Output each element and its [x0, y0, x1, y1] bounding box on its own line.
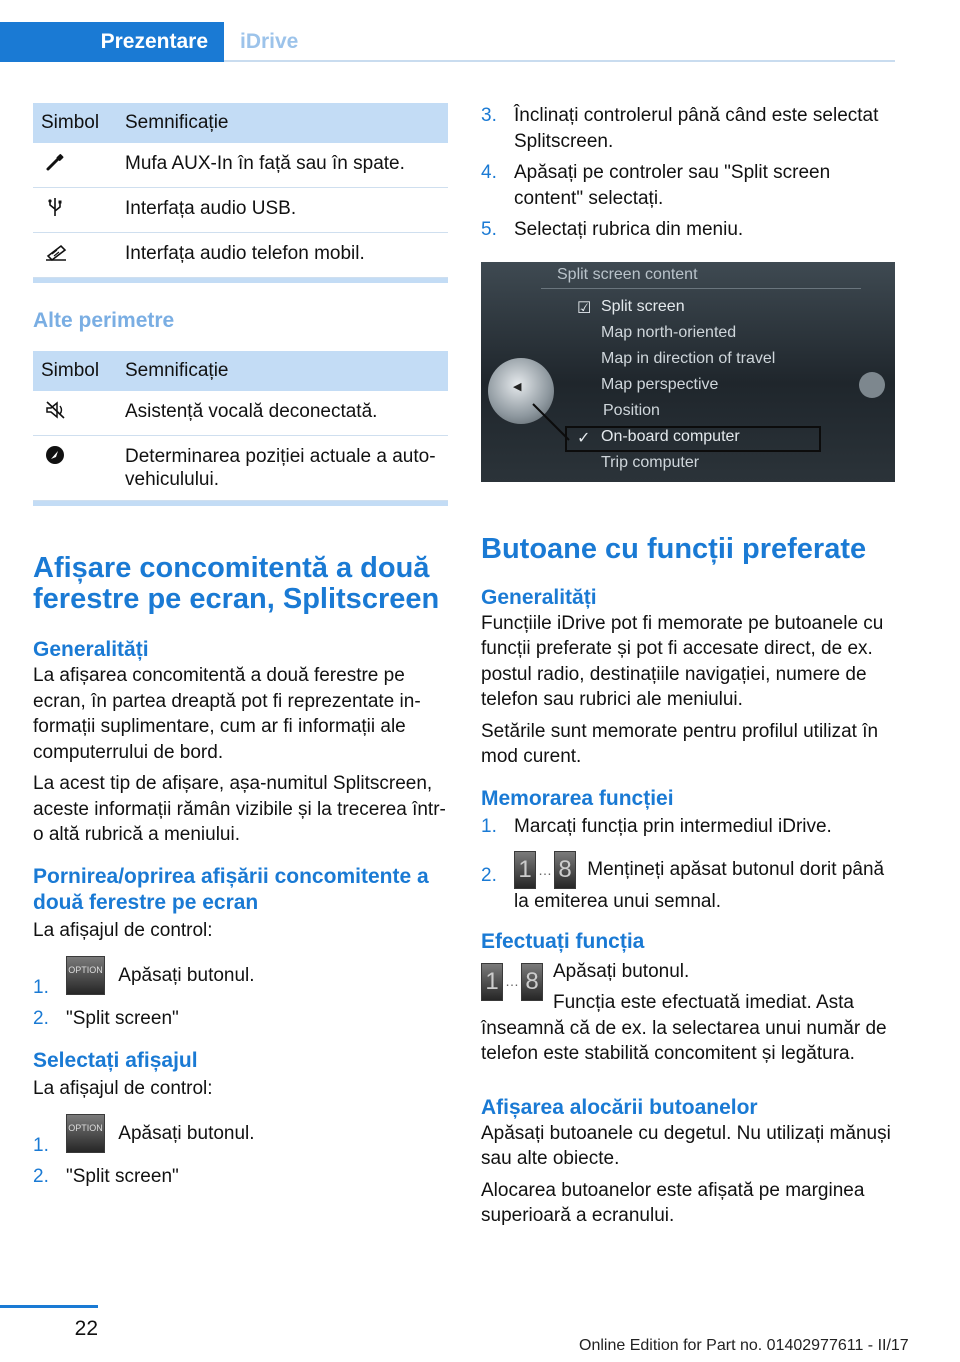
edition-note: Online Edition for Part no. 01402977611 - II/17 [579, 1337, 909, 1354]
tab-prezentare[interactable]: Prezentare [0, 22, 224, 62]
table-row [33, 188, 448, 233]
menu-item-label: Split screen [601, 297, 685, 315]
subheading-allocation: Afișarea alocării butoanelor [481, 1095, 758, 1119]
page-number: 22 [74, 1317, 98, 1340]
symbol-table-audio [33, 103, 448, 278]
table-header-symbol: Simbol [33, 103, 117, 143]
table-cell: Interfața audio telefon mobil. [117, 233, 448, 278]
paragraph: Funcțiile iDrive pot fi memorate pe butoanele cu funcții preferate și pot fi accesate direct, de ex. postul radio, destinațiile navigației, numere de telefon sau rubrici ale meniului. [481, 612, 884, 710]
favorite-key-1-icon: 1 [514, 851, 536, 889]
table-header-meaning: Semnificație [117, 351, 448, 391]
page-header [0, 22, 895, 62]
left-column [33, 103, 448, 1190]
list-item [481, 160, 895, 211]
favorite-key-8-icon: 8 [521, 963, 543, 1001]
symbol-table-other [33, 351, 448, 501]
idrive-screenshot [481, 262, 895, 482]
step-number: 3. [481, 105, 497, 126]
section-heading-other: Alte perimetre [33, 309, 175, 332]
list-item [481, 103, 895, 154]
step-text: Apăsați pe controler sau "Split screen content" selectați. [514, 162, 831, 209]
option-button-icon: OPTION [66, 956, 105, 995]
right-column [481, 103, 895, 1229]
tab-idrive[interactable]: iDrive [240, 30, 299, 53]
step-text: "Split screen" [66, 1008, 179, 1029]
favorite-key-1-icon: 1 [481, 963, 503, 1001]
paragraph: La afișajul de control: [33, 919, 213, 941]
table-row [33, 143, 448, 188]
ellipsis: … [505, 972, 519, 989]
list-item [33, 1006, 448, 1032]
menu-item-label: Map in direction of travel [601, 349, 776, 367]
list-item [481, 217, 895, 243]
paragraph: Alocarea butoanelor este afișată pe marginea superioară a ecranului. [481, 1179, 865, 1226]
step-number: 2. [33, 1166, 49, 1187]
subheading-onoff: Pornirea/oprirea afișării concomitente a două ferestre pe ecran [33, 864, 429, 914]
step-text: Apăsați butonul. [118, 964, 255, 986]
paragraph: La afișajul de control: [33, 1077, 213, 1099]
step-text: Mențineți apăsat butonul dorit până la emiterea unui semnal. [514, 859, 885, 912]
table-header-symbol: Simbol [33, 351, 117, 391]
list-item [33, 1114, 448, 1158]
step-text: "Split screen" [66, 1166, 179, 1187]
list-item [33, 1164, 448, 1190]
table-end-bar [33, 501, 448, 506]
usb-icon [45, 197, 67, 217]
list-item [481, 851, 895, 915]
ellipsis: … [538, 862, 552, 879]
option-button-icon: OPTION [66, 1114, 105, 1153]
menu-item-label: On-board computer [601, 427, 740, 445]
menu-item-label: Trip computer [601, 453, 700, 471]
table-row [33, 436, 448, 501]
step-text: Înclinați controlerul până când este selectat Splitscreen. [514, 105, 879, 152]
voice-off-icon [45, 400, 67, 420]
step-number: 2. [33, 1008, 49, 1029]
subheading-select: Selectați afișajul [33, 1048, 198, 1072]
pointer-line [481, 262, 895, 482]
table-cell: Interfața audio USB. [117, 188, 448, 233]
subheading-execute: Efectuați funcția [481, 929, 645, 953]
section-title-favorites: Butoane cu funcții preferate [481, 532, 867, 565]
table-end-bar [33, 278, 448, 283]
step-number: 1. [33, 977, 49, 998]
step-number: 2. [481, 865, 497, 886]
menu-item-label: Map perspective [601, 375, 719, 393]
subheading-general: Generalități [33, 638, 149, 661]
step-number: 5. [481, 219, 497, 240]
table-row [33, 391, 448, 436]
table-row [33, 233, 448, 278]
favorite-keys-icon [514, 851, 576, 889]
paragraph: Apăsați butoanele cu degetul. Nu utilizați mănuși sau alte obiecte. [481, 1122, 891, 1169]
controller-arrow-icon: ◀ [513, 380, 522, 393]
check-icon: ✓ [577, 429, 591, 447]
step-number: 1. [33, 1135, 49, 1156]
step-text: Marcați funcția prin intermediul iDrive. [514, 815, 832, 837]
aux-plug-icon [45, 152, 67, 172]
favorite-key-8-icon: 8 [554, 851, 576, 889]
list-item [33, 956, 448, 1000]
table-cell: Determinarea poziției actuale a autovehiculului. [117, 436, 448, 501]
favorite-keys-icon [481, 963, 543, 1001]
step-text: Apăsați butonul. [118, 1122, 255, 1144]
paragraph: Apăsați butonul. [553, 960, 690, 982]
subheading-general: Generalități [481, 585, 597, 609]
paragraph: La acest tip de afișare, așa-numitul Splitscreen, aceste informații rămân vizibile și la trecerea într-o altă rubrică a meniului. [33, 773, 446, 845]
header-divider [224, 60, 895, 62]
screen-title: Split screen content [557, 265, 698, 283]
table-cell: Asistență vocală deconectată. [117, 391, 448, 436]
section-title-splitscreen: Afișare concomitentă a două ferestre pe ecran, Splitscreen [33, 552, 440, 615]
menu-item-label: Position [603, 401, 660, 419]
checkbox-icon: ☑ [577, 299, 592, 317]
step-text: Selectați rubrica din meniu. [514, 219, 744, 240]
table-cell: Mufa AUX-In în față sau în spate. [117, 143, 448, 188]
paragraph: La afișarea concomitentă a două ferestre pe ecran, în partea dreaptă pot fi reprezentate informații suplimentare, cum ar fi informații ale computerrului de bord. [33, 665, 421, 763]
list-item [481, 814, 895, 840]
subheading-memorize: Memorarea funcției [481, 786, 674, 810]
mobile-phone-icon [45, 242, 67, 262]
step-number: 4. [481, 162, 497, 183]
step-number: 1. [481, 815, 497, 837]
footer-divider [0, 1305, 98, 1308]
position-icon [45, 445, 67, 465]
paragraph: Funcția este efectuată imediat. Asta înseamnă că de ex. la selectarea unui număr de telefon este stabilită concomitent și legătura. [481, 992, 887, 1064]
menu-item-label: Map north-oriented [601, 323, 737, 341]
paragraph: Setările sunt memorate pentru profilul utilizat în mod curent. [481, 720, 879, 767]
table-header-meaning: Semnificație [117, 103, 448, 143]
execute-block [481, 959, 895, 1067]
